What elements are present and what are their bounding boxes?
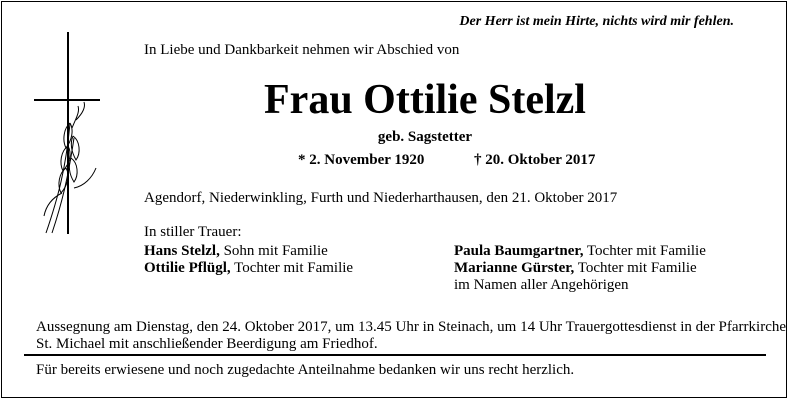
grief-label: In stiller Trauer: (144, 224, 242, 240)
birth-date: * 2. November 1920 (298, 152, 425, 168)
mourner-item (454, 243, 706, 260)
mourner-item (144, 243, 328, 260)
mourner-relation: Tochter mit Familie (574, 260, 697, 276)
mourner-relation: im Namen aller Angehörigen (454, 277, 629, 293)
mourner-name: Marianne Gürster, (454, 260, 575, 276)
mourner-relation: Sohn mit Familie (219, 243, 328, 259)
funeral-info-line2: St. Michael mit anschließender Beerdigung am Friedhof. (36, 336, 378, 352)
mourner-item (454, 260, 697, 277)
mourner-relation: Tochter mit Familie (230, 260, 354, 276)
thanks-text: Für bereits erwiesene und noch zugedachte Anteilnahme bedanken wir uns recht herzlich. (36, 362, 575, 378)
intro-text: In Liebe und Dankbarkeit nehmen wir Abschied von (144, 42, 460, 58)
divider (24, 354, 766, 356)
death-date: † 20. Oktober 2017 (474, 152, 596, 168)
mourner-item (144, 260, 353, 277)
place-date: Agendorf, Niederwinkling, Furth und Niederharthausen, den 21. Oktober 2017 (144, 190, 618, 206)
mourner-name: Ottilie Pflügl, (144, 260, 231, 276)
mourner-name: Hans Stelzl, (144, 243, 220, 259)
deceased-name: Frau Ottilie Stelzl (264, 77, 586, 123)
funeral-info-line1: Aussegnung am Dienstag, den 24. Oktober 2017, um 13.45 Uhr in Steinach, um 14 Uhr Trauergottesdienst in der Pfarrkirche (36, 319, 787, 335)
motto: Der Herr ist mein Hirte, nichts wird mir fehlen. (459, 14, 734, 29)
mourner-name: Paula Baumgartner, (454, 243, 584, 259)
mourner-item (454, 277, 629, 294)
mourner-relation: Tochter mit Familie (583, 243, 706, 259)
birth-name: geb. Sagstetter (377, 129, 473, 145)
